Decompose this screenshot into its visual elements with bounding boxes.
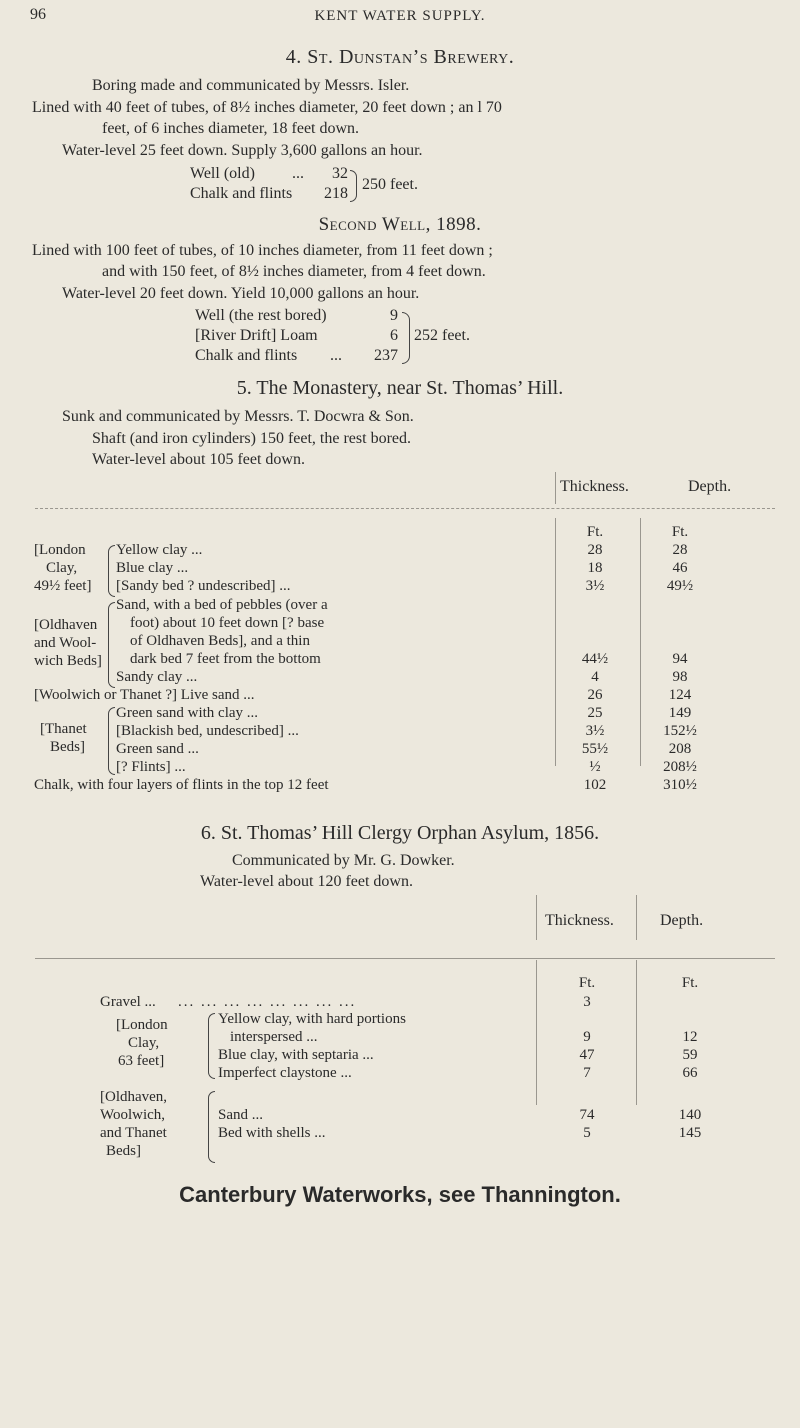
s5-row-text: of Oldhaven Beds], and a thin (130, 633, 310, 649)
section-5-title: 5. The Monastery, near St. Thomas’ Hill. (236, 377, 564, 399)
s5-row-thickness: 18 (587, 560, 603, 576)
s5-row-text: Green sand with clay ... (116, 705, 259, 721)
s5-row-text: foot) about 10 feet down [? base (130, 615, 325, 631)
s5-row-text: Yellow clay ... (116, 542, 203, 558)
s5-row-depth: 152½ (663, 723, 697, 739)
s5-row-thickness: 102 (583, 777, 607, 793)
s5-row-text: [Sandy bed ? undescribed] ... (116, 578, 291, 594)
brace (208, 1091, 215, 1163)
s6-row-depth: 66 (682, 1065, 698, 1081)
s5-row-text: Sandy clay ... (116, 669, 198, 685)
column-rule (640, 518, 641, 766)
s4b-line-2: and with 150 feet, of 8½ inches diameter, from 4 feet down. (102, 263, 486, 280)
brace (208, 1013, 215, 1079)
s4b-stratum-name: Chalk and flints (195, 347, 298, 364)
s4b-stratum-dots: ... (330, 347, 342, 364)
s5-row-thickness: 25 (587, 705, 603, 721)
s4b-line-3: Water-level 20 feet down. Yield 10,000 gallons an hour. (62, 285, 420, 302)
s5-row-thickness: ½ (589, 759, 601, 775)
s5-row-thickness: 26 (587, 687, 603, 703)
s5-row-depth: 208½ (663, 759, 697, 775)
s5-row-depth: 208 (668, 741, 692, 757)
s6-row-thickness: 47 (579, 1047, 595, 1063)
s4-total: 250 feet. (362, 176, 418, 193)
s5-line-1: Sunk and communicated by Messrs. T. Docwra & Son. (62, 408, 414, 425)
s6-line-1: Communicated by Mr. G. Dowker. (232, 852, 455, 869)
s5-col-depth: Depth. (688, 478, 732, 495)
column-rule (555, 472, 556, 504)
table-header-rule (35, 508, 775, 509)
s4-stratum-dots: ... (292, 165, 304, 182)
s5-row-text: Green sand ... (116, 741, 199, 757)
s5-row-text: Blue clay ... (116, 560, 189, 576)
s4b-stratum-name: [River Drift] Loam (195, 327, 318, 344)
s4b-stratum-name: Well (the rest bored) (195, 307, 327, 324)
s6-row-thickness: 7 (583, 1065, 591, 1081)
s4b-total: 252 feet. (414, 327, 470, 344)
s5-group-label: [Thanet (40, 721, 87, 737)
s5-row-text: dark bed 7 feet from the bottom (130, 651, 321, 667)
s5-row-thickness: 44½ (581, 651, 609, 667)
brace (108, 707, 115, 775)
s4-stratum-value: 218 (324, 185, 348, 202)
s6-row-thickness: 5 (583, 1125, 591, 1141)
s4b-stratum-value: 6 (390, 327, 398, 344)
s4-line-3: feet, of 6 inches diameter, 18 feet down. (102, 120, 360, 137)
section-4-title: 4. St. Dunstan’s Brewery. (285, 46, 515, 68)
s4b-stratum-value: 237 (374, 347, 398, 364)
s5-line-3: Water-level about 105 feet down. (92, 451, 305, 468)
s6-unit-depth: Ft. (681, 975, 699, 991)
s5-row-text: [Blackish bed, undescribed] ... (116, 723, 299, 739)
s6-row-text: Sand ... (218, 1107, 263, 1123)
s4-line-2: Lined with 40 feet of tubes, of 8½ inches diameter, 20 feet down ; an l 70 (32, 99, 502, 116)
section-6-title: 6. St. Thomas’ Hill Clergy Orphan Asylum, 1856. (200, 822, 600, 844)
s5-row-depth: 49½ (666, 578, 694, 594)
s6-line-2: Water-level about 120 feet down. (200, 873, 413, 890)
column-rule (536, 895, 537, 940)
s6-row-thickness: 9 (583, 1029, 591, 1045)
s5-group-label: and Wool- (34, 635, 97, 651)
s5-row-depth: 124 (668, 687, 692, 703)
s6-unit-thickness: Ft. (578, 975, 596, 991)
s6-row-thickness: 74 (579, 1107, 595, 1123)
s6-row-depth: 59 (682, 1047, 698, 1063)
s5-unit-thickness: Ft. (586, 524, 604, 540)
s5-row-thickness: 3½ (585, 578, 605, 594)
s6-group-label: Woolwich, (100, 1107, 166, 1123)
cross-reference: Canterbury Waterworks, see Thannington. (179, 1182, 621, 1207)
s5-row-depth: 149 (668, 705, 692, 721)
s5-row-depth: 28 (672, 542, 688, 558)
s6-row-text: Blue clay, with septaria ... (218, 1047, 374, 1063)
running-title: KENT WATER SUPPLY. (314, 8, 486, 24)
s5-row-text: [? Flints] ... (116, 759, 186, 775)
s5-group-label: [Oldhaven (34, 617, 98, 633)
s5-group-label: [London (34, 542, 86, 558)
s4-stratum-name: Chalk and flints (190, 185, 293, 202)
s4-stratum-value: 32 (332, 165, 348, 182)
s6-group-label: [London (116, 1017, 168, 1033)
s5-row-depth: 46 (672, 560, 688, 576)
s6-group-label: 63 feet] (118, 1053, 165, 1069)
s6-row-thickness: 3 (583, 994, 591, 1010)
s5-unit-depth: Ft. (671, 524, 689, 540)
s6-row-depth: 140 (678, 1107, 702, 1123)
brace (108, 602, 115, 688)
s5-row-depth: 310½ (663, 777, 697, 793)
s6-row-depth: 12 (682, 1029, 698, 1045)
s5-row-depth: 98 (672, 669, 688, 685)
s5-row-text: Sand, with a bed of pebbles (over a (116, 597, 328, 613)
s5-group-label: wich Beds] (34, 653, 102, 669)
s5-group-label: Clay, (46, 560, 78, 576)
s4-line-4: Water-level 25 feet down. Supply 3,600 gallons an hour. (62, 142, 423, 159)
s5-row-thickness: 4 (591, 669, 599, 685)
s4-stratum-name: Well (old) (190, 165, 255, 182)
column-rule (555, 518, 556, 766)
s5-row-text: [Woolwich or Thanet ?] Live sand ... (34, 687, 255, 703)
s5-line-2: Shaft (and iron cylinders) 150 feet, the rest bored. (92, 430, 412, 447)
section-4b-title: Second Well, 1898. (318, 214, 482, 235)
s5-col-thickness: Thickness. (560, 478, 629, 495)
s6-col-depth: Depth. (660, 912, 704, 929)
s5-row-thickness: 55½ (581, 741, 609, 757)
s4b-stratum-value: 9 (390, 307, 398, 324)
page-number: 96 (30, 6, 46, 23)
column-rule (636, 960, 637, 1105)
s6-row-text: Yellow clay, with hard portions (218, 1011, 406, 1027)
s6-row-text: interspersed ... (230, 1029, 318, 1045)
brace (402, 312, 410, 364)
s6-row-depth: 145 (678, 1125, 702, 1141)
s4-line-1: Boring made and communicated by Messrs. Isler. (92, 77, 410, 94)
s6-row-text: Imperfect claystone ... (218, 1065, 352, 1081)
s6-group-label: and Thanet (100, 1125, 167, 1141)
s6-col-thickness: Thickness. (545, 912, 614, 929)
s5-row-text: Chalk, with four layers of flints in the top 12 feet (34, 777, 329, 793)
brace (350, 170, 357, 202)
s6-group-label: Clay, (128, 1035, 160, 1051)
s5-group-label: Beds] (50, 739, 85, 755)
column-rule (636, 895, 637, 940)
s6-row-text: Gravel ... (100, 994, 156, 1010)
s4b-line-1: Lined with 100 feet of tubes, of 10 inches diameter, from 11 feet down ; (32, 242, 493, 259)
s5-group-label: 49½ feet] (34, 578, 92, 594)
dot-leader: ... ... ... ... ... ... ... ... (178, 994, 357, 1010)
s6-group-label: Beds] (106, 1143, 141, 1159)
s6-group-label: [Oldhaven, (100, 1089, 168, 1105)
column-rule (536, 960, 537, 1105)
s6-row-text: Bed with shells ... (218, 1125, 326, 1141)
s5-row-thickness: 3½ (585, 723, 605, 739)
s5-row-depth: 94 (672, 651, 688, 667)
table-header-rule (35, 958, 775, 959)
brace (108, 545, 115, 597)
s5-row-thickness: 28 (587, 542, 603, 558)
